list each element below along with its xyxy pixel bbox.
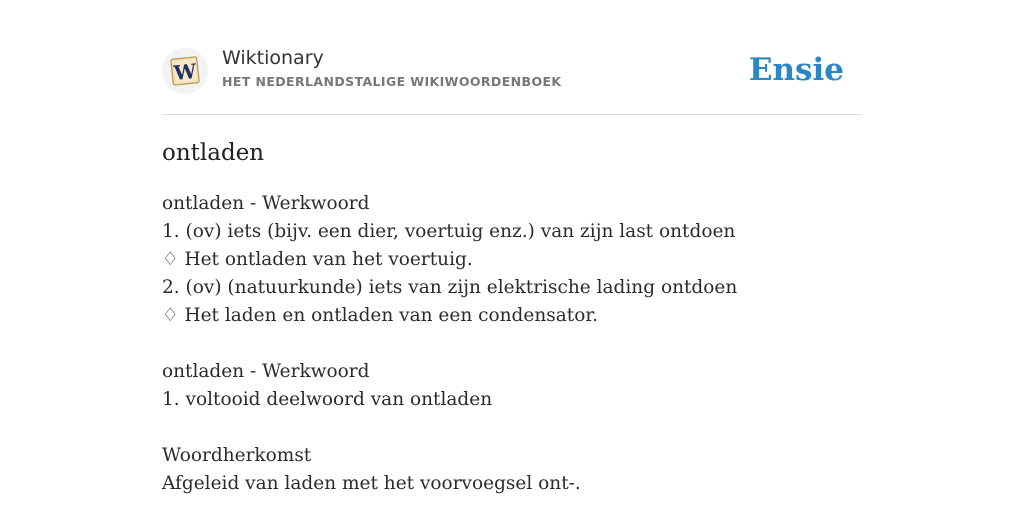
example-line: ♢ Het ontladen van het voertuig. — [162, 249, 473, 270]
definition-line: 2. (ov) (natuurkunde) iets van zijn elektrische lading ontdoen — [162, 277, 738, 298]
wiktionary-logo[interactable] — [162, 48, 208, 94]
etymology-text: Afgeleid van laden met het voorvoegsel ont-. — [162, 473, 581, 494]
definition-content — [162, 190, 902, 498]
blank-line — [162, 414, 902, 442]
svg-text:W: W — [172, 58, 198, 86]
site-subtitle: HET NEDERLANDSTALIGE WIKIWOORDENBOEK — [222, 74, 562, 89]
page-title: ontladen — [162, 140, 265, 166]
entry-heading: ontladen - Werkwoord — [162, 361, 370, 382]
entry-heading: ontladen - Werkwoord — [162, 193, 370, 214]
example-line: ♢ Het laden en ontladen van een condensator. — [162, 305, 599, 326]
site-name[interactable]: Wiktionary — [222, 47, 324, 69]
site-header — [162, 44, 862, 115]
etymology-heading: Woordherkomst — [162, 445, 312, 466]
definition-line: 1. voltooid deelwoord van ontladen — [162, 389, 493, 410]
ensie-brand-link[interactable]: Ensie — [748, 52, 844, 88]
blank-line — [162, 330, 902, 358]
wiktionary-w-icon — [167, 53, 203, 89]
definition-line: 1. (ov) iets (bijv. een dier, voertuig enz.) van zijn last ontdoen — [162, 221, 736, 242]
